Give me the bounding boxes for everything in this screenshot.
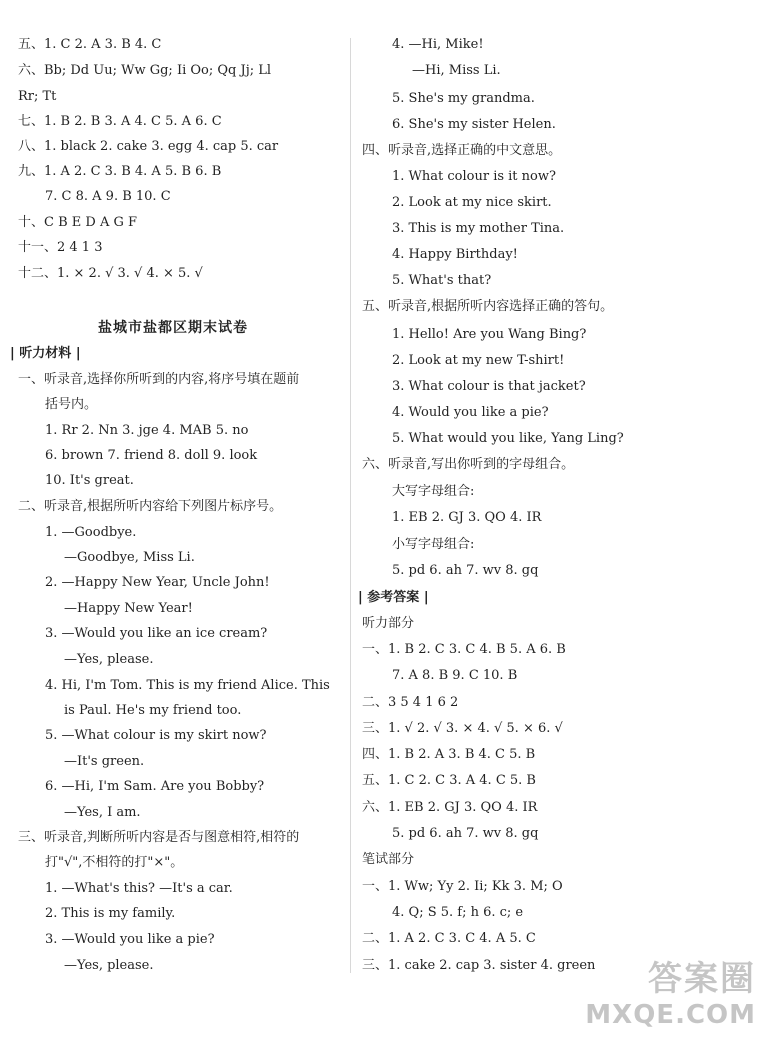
text-line: 3. —Would you like an ice cream? <box>45 626 268 641</box>
answer-line: 一、1. B 2. C 3. C 4. B 5. A 6. B <box>362 642 566 657</box>
answer-line: 7. A 8. B 9. C 10. B <box>392 668 518 683</box>
question-heading: 四、听录音,选择正确的中文意思。 <box>362 143 562 158</box>
answer-line: 十二、1. × 2. √ 3. √ 4. × 5. √ <box>18 266 203 281</box>
text-line: 5. What's that? <box>392 273 492 288</box>
text-line: 1. Rr 2. Nn 3. jge 4. MAB 5. no <box>45 423 249 438</box>
text-line: —Hi, Miss Li. <box>412 63 501 78</box>
answer-line: 八、1. black 2. cake 3. egg 4. cap 5. car <box>18 139 279 154</box>
question-heading: 括号内。 <box>45 397 98 412</box>
text-line: 3. This is my mother Tina. <box>392 221 565 236</box>
watermark-text: 答案圈 <box>648 959 756 999</box>
text-line: 4. —Hi, Mike! <box>392 37 484 52</box>
text-line: 6. She's my sister Helen. <box>392 117 556 132</box>
text-line: 5. pd 6. ah 7. wv 8. gq <box>392 563 539 578</box>
answer-line: 三、1. √ 2. √ 3. × 4. √ 5. × 6. √ <box>362 721 563 736</box>
text-line: 大写字母组合: <box>392 484 475 499</box>
text-line: 4. Happy Birthday! <box>392 247 518 262</box>
watermark-logo <box>585 959 756 1030</box>
text-line: 2. —Happy New Year, Uncle John! <box>45 575 270 590</box>
question-heading: 六、听录音,写出你听到的字母组合。 <box>362 457 575 472</box>
column-divider <box>350 38 351 973</box>
answer-line: 一、1. Ww; Yy 2. Ii; Kk 3. M; O <box>362 879 563 894</box>
text-line: —Goodbye, Miss Li. <box>64 550 195 565</box>
text-line: 5. She's my grandma. <box>392 91 535 106</box>
text-line: 6. —Hi, I'm Sam. Are you Bobby? <box>45 779 265 794</box>
text-line: 1. —What's this? —It's a car. <box>45 881 233 896</box>
answer-line: 六、1. EB 2. GJ 3. QO 4. IR <box>362 800 538 815</box>
answer-line: 九、1. A 2. C 3. B 4. A 5. B 6. B <box>18 164 222 179</box>
text-line: 5. —What colour is my skirt now? <box>45 728 267 743</box>
text-line: —Yes, please. <box>64 958 154 973</box>
text-line: —Happy New Year! <box>64 601 193 616</box>
text-line: 1. EB 2. GJ 3. QO 4. IR <box>392 510 542 525</box>
answer-line: 七、1. B 2. B 3. A 4. C 5. A 6. C <box>18 114 222 129</box>
answer-line: 7. C 8. A 9. B 10. C <box>45 189 171 204</box>
text-line: 3. —Would you like a pie? <box>45 932 215 947</box>
answer-line: 5. pd 6. ah 7. wv 8. gq <box>392 826 539 841</box>
question-heading: 打"√",不相符的打"×"。 <box>45 855 184 870</box>
answer-line: 二、1. A 2. C 3. C 4. A 5. C <box>362 931 536 946</box>
text-line: —Yes, I am. <box>64 805 141 820</box>
answer-line: 三、1. cake 2. cap 3. sister 4. green <box>362 958 596 973</box>
text-line: 10. It's great. <box>45 473 134 488</box>
exam-title: 盐城市盐都区期末试卷 <box>98 320 248 336</box>
answer-line: Rr; Tt <box>18 89 57 104</box>
text-line: 1. Hello! Are you Wang Bing? <box>392 327 587 342</box>
text-line: 4. Hi, I'm Tom. This is my friend Alice. This <box>45 678 330 693</box>
text-line: —Yes, please. <box>64 652 154 667</box>
answer-line: 六、Bb; Dd Uu; Ww Gg; Ii Oo; Qq Jj; Ll <box>18 63 272 78</box>
answer-line: 4. Q; S 5. f; h 6. c; e <box>392 905 524 920</box>
text-line: 2. This is my family. <box>45 906 176 921</box>
text-line: 6. brown 7. friend 8. doll 9. look <box>45 448 258 463</box>
answer-line: 十、C B E D A G F <box>18 215 137 230</box>
text-line: 2. Look at my new T-shirt! <box>392 353 565 368</box>
text-line: is Paul. He's my friend too. <box>64 703 242 718</box>
text-line: 4. Would you like a pie? <box>392 405 549 420</box>
text-line: —It's green. <box>64 754 145 769</box>
text-line: 1. —Goodbye. <box>45 525 137 540</box>
text-line: 2. Look at my nice skirt. <box>392 195 552 210</box>
text-line: 3. What colour is that jacket? <box>392 379 586 394</box>
text-line: 5. What would you like, Yang Ling? <box>392 431 624 446</box>
answer-line: 十一、2 4 1 3 <box>18 240 103 255</box>
answer-line: 五、1. C 2. C 3. A 4. C 5. B <box>362 773 536 788</box>
watermark-url: MXQE.COM <box>585 1000 756 1030</box>
subsection-label: 听力部分 <box>362 616 415 631</box>
subsection-label: 笔试部分 <box>362 852 415 867</box>
section-tag-listening-material: | 听力材料 | <box>10 346 81 362</box>
question-heading: 一、听录音,选择你所听到的内容,将序号填在题前 <box>18 372 300 387</box>
question-heading: 三、听录音,判断所听内容是否与图意相符,相符的 <box>18 830 300 845</box>
text-line: 1. What colour is it now? <box>392 169 556 184</box>
section-tag-reference-answers: | 参考答案 | <box>358 590 429 606</box>
question-heading: 五、听录音,根据所听内容选择正确的答句。 <box>362 299 614 314</box>
answer-line: 二、3 5 4 1 6 2 <box>362 695 459 710</box>
question-heading: 二、听录音,根据所听内容给下列图片标序号。 <box>18 499 283 514</box>
answer-line: 五、1. C 2. A 3. B 4. C <box>18 37 162 52</box>
answer-line: 四、1. B 2. A 3. B 4. C 5. B <box>362 747 536 762</box>
text-line: 小写字母组合: <box>392 537 475 552</box>
